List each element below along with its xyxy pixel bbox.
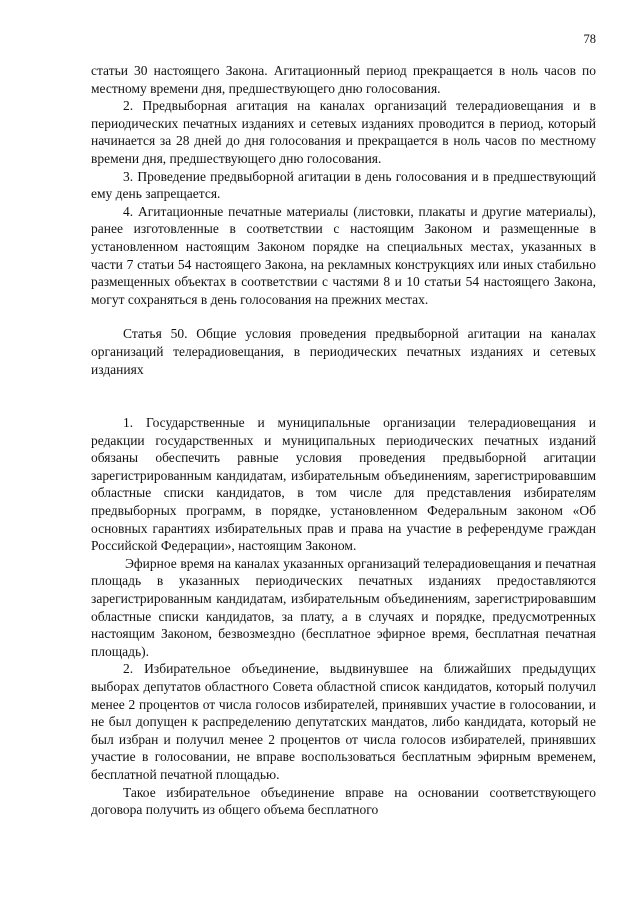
paragraph-airtime: Эфирное время на каналах указанных организаций телерадиовещания и печатная площадь в указанных периодических печатных изданиях предоставляются зарегистрированным кандидатам, избирательным объединениям, зарегистрировавшим областные списки кандидатов, за плату, а в случаях и порядке, предусмотренных настоящим Законом, безвозмездно (бесплатное эфирное время, бесплатная печатная площадь).: [91, 555, 596, 659]
page-number: 78: [583, 32, 596, 46]
article-title: Статья 50. Общие условия проведения предвыборной агитации на каналах организаций телерадиовещания, в периодических печатных изданиях и сетевых изданиях: [91, 326, 596, 377]
document-body: [91, 62, 596, 819]
paragraph-item-1: 1. Государственные и муниципальные организации телерадиовещания и редакции государственных и муниципальных периодических печатных изданий обязаны обеспечить равные условия проведения предвыборной агитации зарегистрированным кандидатам, избирательным объединениям, зарегистрировавшим областные списки кандидатов, в том числе для представления избирателям предвыборных программ, в порядке, установленном Федеральным законом «Об основных гарантиях избирательных прав и права на участие в референдуме граждан Российской Федерации», настоящим Законом.: [91, 415, 596, 554]
paragraph-item-2: 2. Предвыборная агитация на каналах организаций телерадиовещания и в периодических печатных изданиях и сетевых изданиях проводится в период, который начинается за 28 дней до дня голосования и прекращается в ноль часов по местному времени дня, предшествующего дню голосования.: [91, 98, 596, 166]
paragraph-item-3: 3. Проведение предвыборной агитации в день голосования и в предшествующий ему день запрещается.: [91, 168, 596, 202]
paragraph-item-2b: 2. Избирательное объединение, выдвинувшее на ближайших предыдущих выборах депутатов областного Совета областной список кандидатов, который получил менее 2 процентов от числа голосов избирателей, принявших участие в голосовании, и не был допущен к распределению депутатских мандатов, либо кандидата, который не был избран и получил менее 2 процентов от числа голосов избирателей, принявших участие в голосовании, не вправе воспользоваться бесплатным эфирным временем, бесплатной печатной площадью.: [91, 661, 596, 782]
paragraph-such-association: Такое избирательное объединение вправе на основании соответствующего договора получить из общего объема бесплатного: [91, 784, 596, 818]
paragraph-continuation: статьи 30 настоящего Закона. Агитационный период прекращается в ноль часов по местному времени дня, предшествующего дню голосования.: [91, 63, 596, 96]
paragraph-item-4: 4. Агитационные печатные материалы (листовки, плакаты и другие материалы), ранее изготовленные в соответствии с настоящим Законом и размещенные в установленном настоящим Законом порядке на специальных местах, указанных в части 7 статьи 54 настоящего Закона, на рекламных конструкциях или иных стабильно размещенных объектах в соответствии с частями 8 и 10 статьи 54 настоящего Закона, могут сохраняться в день голосования на прежних местах.: [91, 203, 596, 307]
spacer: [91, 378, 596, 414]
